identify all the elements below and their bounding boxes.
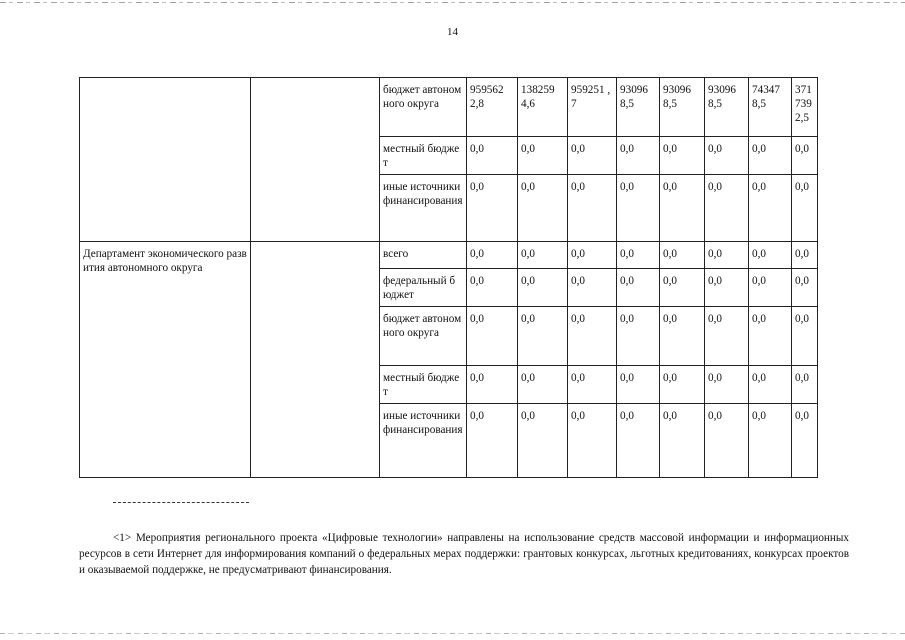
page-number: 14 (447, 26, 458, 38)
value-cell: 0,0 (518, 137, 568, 175)
scan-edge-top (0, 2, 905, 3)
value-cell: 93096 8,5 (660, 78, 705, 137)
footnote-text: <1> Мероприятия регионального проекта «Цифровые технологии» направлены на использование средств массовой информации и информационных ресурсов в сети Интернет для информирования компаний о федеральных мерах поддержки: грантовых конкурсах, льготных кредитованиях, конкурсах проектов и оказываемой поддержке, не предусматривают финансирования. (79, 532, 849, 577)
value-cell: 0,0 (617, 137, 660, 175)
value-cell: 0,0 (660, 137, 705, 175)
funding-table (79, 77, 818, 478)
value-cell: 0,0 (705, 269, 749, 307)
value-cell: 0,0 (568, 404, 617, 478)
value-cell: 0,0 (467, 269, 518, 307)
value-cell: 138259 4,6 (518, 78, 568, 137)
value-cell: 0,0 (749, 175, 792, 242)
value-cell: 0,0 (705, 137, 749, 175)
value-cell: 0,0 (792, 366, 818, 404)
value-cell: 0,0 (705, 307, 749, 366)
value-cell: 0,0 (792, 307, 818, 366)
value-cell: 0,0 (568, 269, 617, 307)
value-cell: 0,0 (467, 307, 518, 366)
value-cell: 0,0 (749, 269, 792, 307)
table-row (80, 242, 818, 269)
value-cell: 0,0 (467, 137, 518, 175)
value-cell: 0,0 (568, 175, 617, 242)
value-cell: 0,0 (749, 307, 792, 366)
department-executor-cell (251, 242, 380, 478)
value-cell: 0,0 (705, 404, 749, 478)
value-cell: 0,0 (792, 175, 818, 242)
value-cell: 0,0 (518, 242, 568, 269)
table-row (80, 78, 818, 137)
value-cell: 0,0 (792, 137, 818, 175)
value-cell: 959562 2,8 (467, 78, 518, 137)
footnote-separator (113, 502, 249, 503)
funding-source-cell: федеральный бюджет (380, 269, 467, 307)
value-cell: 0,0 (705, 242, 749, 269)
scan-edge-bottom (0, 633, 905, 634)
value-cell: 0,0 (617, 307, 660, 366)
value-cell: 0,0 (749, 242, 792, 269)
value-cell: 0,0 (660, 175, 705, 242)
value-cell: 0,0 (568, 307, 617, 366)
value-cell: 0,0 (617, 242, 660, 269)
value-cell: 0,0 (518, 269, 568, 307)
value-cell: 93096 8,5 (617, 78, 660, 137)
value-cell: 0,0 (749, 137, 792, 175)
value-cell: 0,0 (749, 404, 792, 478)
funding-source-cell: бюджет автономного округа (380, 307, 467, 366)
value-cell: 0,0 (705, 175, 749, 242)
value-cell: 0,0 (660, 404, 705, 478)
value-cell: 0,0 (660, 307, 705, 366)
value-cell: 0,0 (660, 269, 705, 307)
value-cell: 0,0 (518, 404, 568, 478)
value-cell: 0,0 (568, 242, 617, 269)
value-cell: 959251 ,7 (568, 78, 617, 137)
value-cell: 0,0 (467, 366, 518, 404)
value-cell: 0,0 (660, 242, 705, 269)
value-cell: 0,0 (518, 366, 568, 404)
value-cell: 0,0 (568, 137, 617, 175)
value-cell: 0,0 (518, 175, 568, 242)
funding-source-cell: местный бюджет (380, 366, 467, 404)
funding-source-cell: иные источники финансирования (380, 175, 467, 242)
value-cell: 0,0 (749, 366, 792, 404)
department-name-cell: Департамент экономического развития автономного округа (80, 242, 251, 478)
value-cell: 93096 8,5 (705, 78, 749, 137)
funding-source-cell: всего (380, 242, 467, 269)
continued-activity-cell (80, 78, 251, 242)
funding-source-cell: местный бюджет (380, 137, 467, 175)
value-cell: 0,0 (467, 242, 518, 269)
value-cell: 0,0 (660, 366, 705, 404)
value-cell: 0,0 (467, 404, 518, 478)
value-cell: 0,0 (705, 366, 749, 404)
funding-source-cell: иные источники финансирования (380, 404, 467, 478)
value-cell: 0,0 (792, 242, 818, 269)
value-cell: 0,0 (518, 307, 568, 366)
value-cell: 74347 8,5 (749, 78, 792, 137)
value-cell: 0,0 (467, 175, 518, 242)
value-cell: 0,0 (568, 366, 617, 404)
value-cell: 0,0 (792, 404, 818, 478)
value-cell: 0,0 (617, 175, 660, 242)
value-cell: 371739 2,5 (792, 78, 818, 137)
value-cell: 0,0 (617, 404, 660, 478)
value-cell: 0,0 (792, 269, 818, 307)
continued-executor-cell (251, 78, 380, 242)
funding-source-cell: бюджет автономного округа (380, 78, 467, 137)
value-cell: 0,0 (617, 269, 660, 307)
table-body (80, 78, 818, 478)
value-cell: 0,0 (617, 366, 660, 404)
